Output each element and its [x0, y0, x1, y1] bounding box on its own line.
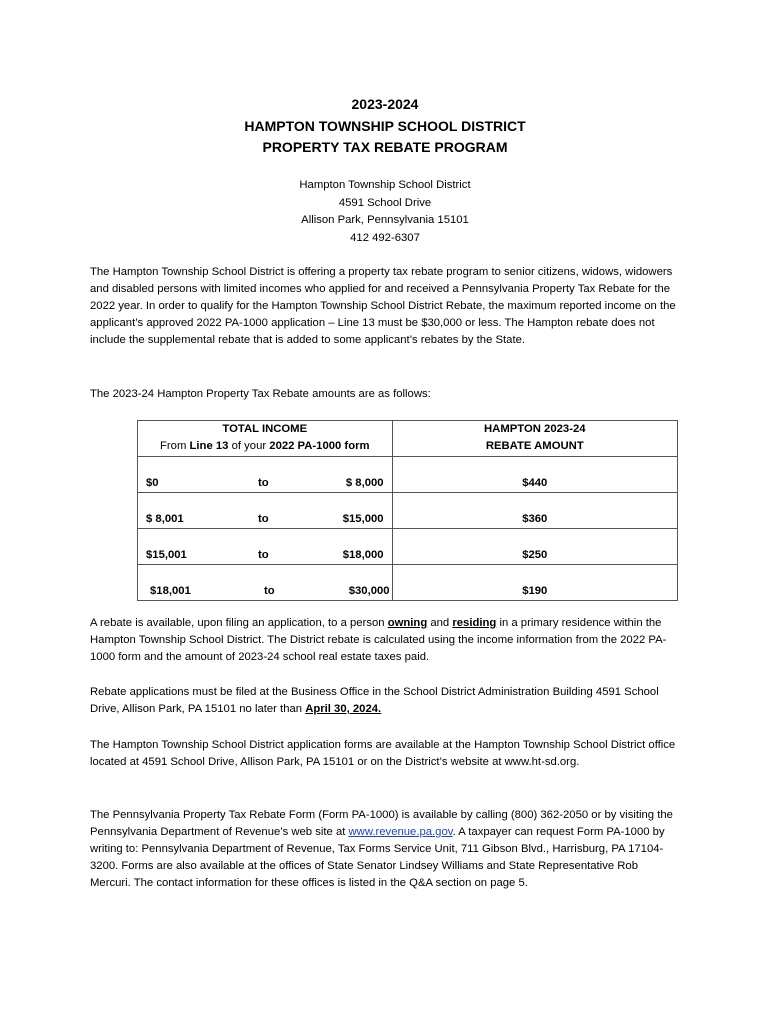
title-year: 2023-2024	[351, 96, 419, 112]
residing-emphasis: residing	[452, 617, 497, 629]
intro-paragraph: The Hampton Township School District is offering a property tax rebate program to senior citizens, widows, widowers and disabled persons with limited incomes who applied for and received a Pennsylvania Property Tax Rebate for the 2022 year. In order to qualify for the Hampton Township School District Rebate, the maximum reported income on the applicant’s approved 2022 PA-1000 application – Line 13 must be $30,000 or less. The Hampton rebate does not include the supplemental rebate that is added to some applicant’s rebates by the State.	[90, 266, 676, 346]
range-to: $18,000	[342, 549, 384, 561]
table-row	[138, 529, 678, 565]
range-to: $15,000	[342, 513, 384, 525]
range-from: $ 8,001	[146, 513, 184, 525]
table-row	[138, 493, 678, 529]
table-header-row	[138, 421, 678, 457]
title-district: HAMPTON TOWNSHIP SCHOOL DISTRICT	[244, 117, 526, 134]
rebate-amount: $250	[392, 529, 677, 565]
income-sub-line: Line 13	[189, 440, 229, 452]
deadline-date: April 30, 2024.	[305, 703, 382, 715]
district-address	[0, 177, 770, 247]
document-title	[0, 94, 770, 159]
title-program: PROPERTY TAX REBATE PROGRAM	[262, 139, 508, 155]
range-from: $15,001	[146, 549, 187, 561]
address-city: Allison Park, Pennsylvania 15101	[301, 214, 469, 226]
amount-header-cell	[392, 421, 677, 457]
income-sub-mid: of your	[228, 440, 270, 452]
income-range-cell	[138, 529, 393, 565]
ownership-text-2: and	[427, 617, 453, 629]
income-range-cell	[138, 565, 393, 601]
range-to-word: to	[264, 585, 275, 597]
rebate-table	[137, 420, 678, 601]
revenue-website-link[interactable]: www.revenue.pa.gov	[348, 826, 453, 838]
range-to: $30,000	[348, 585, 390, 597]
pa-form-text-1: The Pennsylvania Property Tax Rebate Form (Form PA-1000) is available by calling (800) 362-2050 or by visiting the Pennsylvania Department of Revenue’s web site at	[90, 809, 673, 838]
table-row	[138, 565, 678, 601]
income-range-cell	[138, 493, 393, 529]
range-to: $ 8,000	[345, 477, 384, 489]
address-street: 4591 School Drive	[338, 196, 432, 209]
ownership-text-3: in a primary residence within the Hampton Township School District. The District rebate is calculated using the income information from the 2022 PA-1000 form and the amount of 2023-24 school real estate taxes paid.	[90, 617, 667, 663]
owning-emphasis: owning	[387, 617, 428, 629]
income-sub-form: 2022 PA-1000 form	[269, 440, 370, 452]
pa-form-text-2: . A taxpayer can request Form PA-1000 by writing to: Pennsylvania Department of Revenue, Tax Forms Service Unit, 711 Gibson Blvd., Harrisburg, PA 17104-3200. Forms are also available at the offices of State Senator Lindsey Williams and State Representative Rob Mercuri. The contact information for these offices is listed in the Q&A section on page 5.	[90, 826, 665, 889]
range-to-word: to	[258, 513, 269, 525]
range-from: $0	[146, 477, 159, 489]
income-subheader	[138, 438, 392, 455]
amounts-intro: The 2023-24 Hampton Property Tax Rebate amounts are as follows:	[90, 388, 431, 400]
amount-header-2: REBATE AMOUNT	[485, 440, 584, 452]
table-row	[138, 457, 678, 493]
range-to-word: to	[258, 477, 269, 489]
rebate-amount: $360	[392, 493, 677, 529]
ownership-text-1: A rebate is available, upon filing an application, to a person	[90, 617, 388, 629]
income-range-cell	[138, 457, 393, 493]
range-to-word: to	[258, 549, 269, 561]
forms-paragraph: The Hampton Township School District application forms are available at the Hampton Township School District office located at 4591 School Drive, Allison Park, PA 15101 or on the District’s website at www.ht-sd.org.	[90, 739, 676, 768]
ownership-paragraph	[90, 615, 680, 666]
address-name: Hampton Township School District	[299, 179, 471, 191]
rebate-amount: $190	[392, 565, 677, 601]
deadline-text: Rebate applications must be filed at the Business Office in the School District Administration Building 4591 School Drive, Allison Park, PA 15101 no later than	[90, 686, 659, 715]
income-sub-prefix: From	[160, 440, 190, 452]
pa-form-paragraph	[90, 807, 680, 892]
income-header: TOTAL INCOME	[222, 423, 308, 435]
deadline-paragraph	[90, 684, 680, 718]
rebate-amount: $440	[392, 457, 677, 493]
income-header-cell	[138, 421, 393, 457]
range-from: $18,001	[150, 585, 191, 597]
address-phone: 412 492-6307	[350, 231, 420, 244]
amount-header-1: HAMPTON 2023-24	[484, 423, 586, 435]
